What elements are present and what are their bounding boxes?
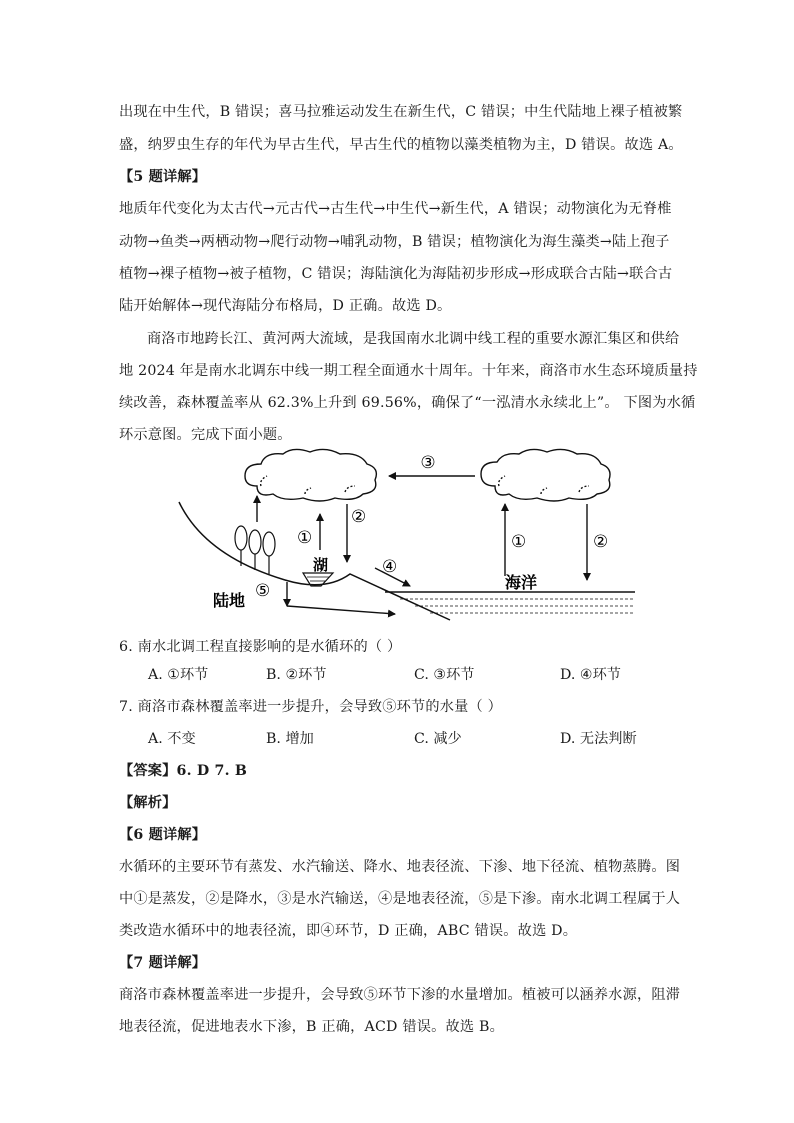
text-line: 地表径流，促进地表水下渗，B 正确，ACD 错误。故选 B。	[119, 1019, 504, 1035]
q6-option-a: A. ①环节	[148, 667, 209, 683]
text-line: 水循环的主要环节有蒸发、水汽输送、降水、地表径流、下渗、地下径流、植物蒸腾。图	[119, 859, 681, 875]
section-heading: 【5 题详解】	[119, 169, 207, 185]
text-line: 续改善，森林覆盖率从 62.3%上升到 69.56%，确保了“一泓清水永续北上”。 下图为水循	[119, 395, 696, 411]
question-7-stem: 7. 商洛市森林覆盖率进一步提升，会导致⑤环节的水量（ ）	[119, 699, 503, 715]
label-ocean: 海洋	[505, 573, 538, 592]
text-line: 地质年代变化为太古代→元古代→古生代→中生代→新生代，A 错误；动物演化为无脊椎	[119, 201, 672, 217]
label-1-land: ①	[297, 528, 313, 548]
text-line: 动物→鱼类→两栖动物→爬行动物→哺乳动物，B 错误；植物演化为海生藻类→陆上孢子	[119, 234, 670, 250]
underground-runoff-arrow	[287, 606, 395, 614]
trees-icon	[235, 526, 275, 574]
water-cycle-svg	[175, 446, 635, 624]
q6-explanation-heading: 【6 题详解】	[119, 827, 207, 843]
water-cycle-diagram	[175, 446, 635, 624]
text-line: 环示意图。完成下面小题。	[119, 427, 292, 443]
label-lake: 湖	[313, 556, 329, 574]
q7-option-c: C. 减少	[414, 731, 462, 747]
label-4: ④	[382, 557, 398, 577]
paragraph-start: 商洛市地跨长江、黄河两大流域，是我国南水北调中线工程的重要水源汇集区和供给	[147, 331, 680, 347]
q6-option-c: C. ③环节	[414, 667, 475, 683]
label-2-ocean: ②	[593, 532, 609, 552]
text-line: 陆开始解体→现代海陆分布格局，D 正确。故选 D。	[119, 298, 452, 314]
ocean-cloud-icon	[481, 449, 610, 501]
q6-option-b: B. ②环节	[266, 667, 327, 683]
land-cloud-icon	[245, 449, 376, 501]
text-line: 出现在中生代，B 错误；喜马拉雅运动发生在新生代，C 错误；中生代陆地上裸子植被繁	[119, 104, 683, 120]
q6-option-d: D. ④环节	[560, 667, 621, 683]
q7-option-d: D. 无法判断	[560, 731, 637, 747]
text-line: 商洛市森林覆盖率进一步提升，会导致⑤环节下渗的水量增加。植被可以涵养水源，阻滞	[119, 987, 681, 1003]
text-line: 地 2024 年是南水北调东中线一期工程全面通水十周年。十年来，商洛市水生态环境质量持	[119, 363, 698, 379]
label-1-ocean: ①	[511, 532, 527, 552]
text-line: 中①是蒸发，②是降水，③是水汽输送，④是地表径流，⑤是下渗。南水北调工程属于人	[119, 891, 681, 907]
label-land: 陆地	[213, 591, 246, 610]
ocean-surface	[385, 592, 635, 613]
text-line: 盛，纳罗虫生存的年代为早古生代，早古生代的植物以藻类植物为主，D 错误。故选 A。	[119, 137, 683, 153]
text-line: 类改造水循环中的地表径流，即④环节，D 正确，ABC 错误。故选 D。	[119, 923, 578, 939]
q7-option-b: B. 增加	[266, 731, 314, 747]
label-3: ③	[420, 453, 436, 473]
label-5: ⑤	[255, 581, 271, 601]
analysis-heading: 【解析】	[119, 795, 177, 811]
q7-option-a: A. 不变	[148, 731, 196, 747]
text-line: 植物→裸子植物→被子植物，C 错误；海陆演化为海陆初步形成→形成联合古陆→联合古	[119, 266, 673, 282]
q7-explanation-heading: 【7 题详解】	[119, 955, 207, 971]
label-2-land: ②	[351, 507, 367, 527]
answer-line: 【答案】6. D 7. B	[119, 763, 248, 779]
question-6-stem: 6. 南水北调工程直接影响的是水循环的（ ）	[119, 639, 402, 655]
